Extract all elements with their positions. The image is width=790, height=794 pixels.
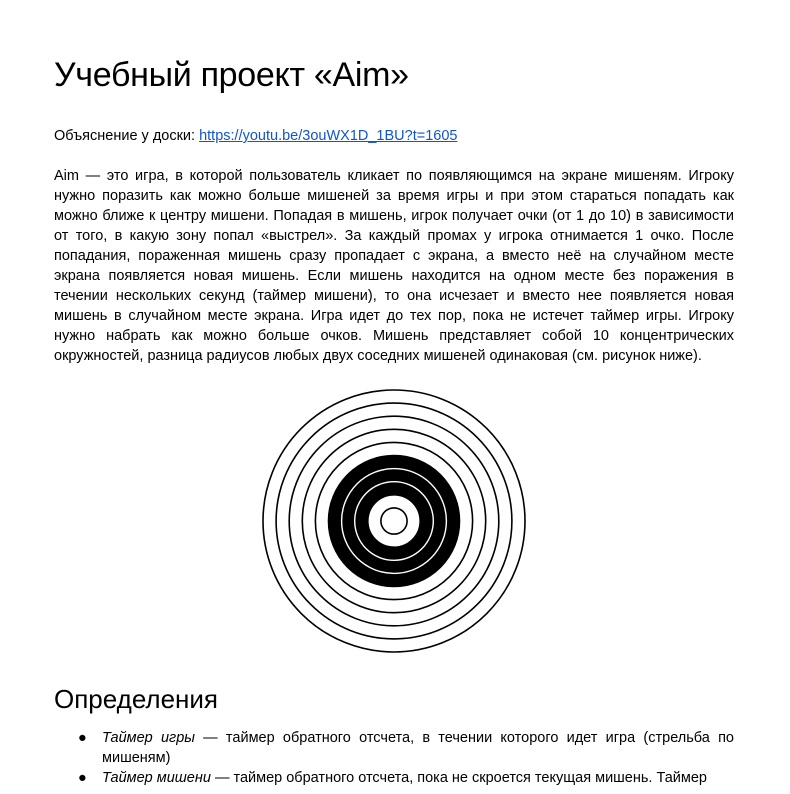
intro-paragraph: Aim — это игра, в которой пользователь кликает по появляющимся на экране мишеням. Игроку нужно поразить как можно больше мишеней за время игры и при этом стараться попадать как можно ближе к центру мишени. Попадая в мишень, игрок получает очки (от 1 до 10) в зависимости от того, в какую зону попал «выстрел». За каждый промах у игрока отнимается 1 очко. После попадания, пораженная мишень сразу пропадает с экрана, а вместо неё на случайном месте экрана появляется новая мишень. Если мишень находится на одном месте без поражения в течении нескольких секунд (таймер мишени), то она исчезает и вместо нее появляется новая мишень в случайном месте экрана. Игра идет до тех пор, пока не истечет таймер игры. Игроку нужно набрать как можно больше очков. Мишень представляет собой 10 концентрических окружностей, разница радиусов любых двух соседних мишеней одинаковая (см. рисунок ниже).: [54, 168, 734, 364]
target-ring: [289, 416, 499, 626]
definition-term: Таймер игры: [102, 730, 195, 746]
target-figure: [262, 389, 526, 653]
target-ring: [276, 403, 512, 639]
definitions-heading: Определения: [54, 684, 219, 714]
target-ring: [381, 508, 407, 534]
video-link[interactable]: https://youtu.be/3ouWX1D_1BU?t=1605: [199, 128, 458, 144]
bullet-icon: ●: [78, 770, 87, 786]
explanation-line: [54, 126, 457, 146]
definition-text: — таймер обратного отсчета, пока не скроется текущая мишень. Таймер: [210, 770, 707, 786]
explanation-label: Объяснение у доски:: [54, 128, 200, 144]
bullet-icon: ●: [78, 730, 87, 746]
page-title: Учебный проект «Aim»: [54, 56, 409, 94]
definition-text: — таймер обратного отсчета, в течении которого идет игра (стрельба по мишеням): [102, 730, 734, 766]
target-ring: [368, 495, 420, 547]
definition-item: [54, 728, 734, 768]
definition-term: Таймер мишени: [102, 770, 211, 786]
target-black-band: [348, 475, 440, 567]
definition-item: [54, 768, 734, 788]
definitions-list: [54, 728, 734, 788]
